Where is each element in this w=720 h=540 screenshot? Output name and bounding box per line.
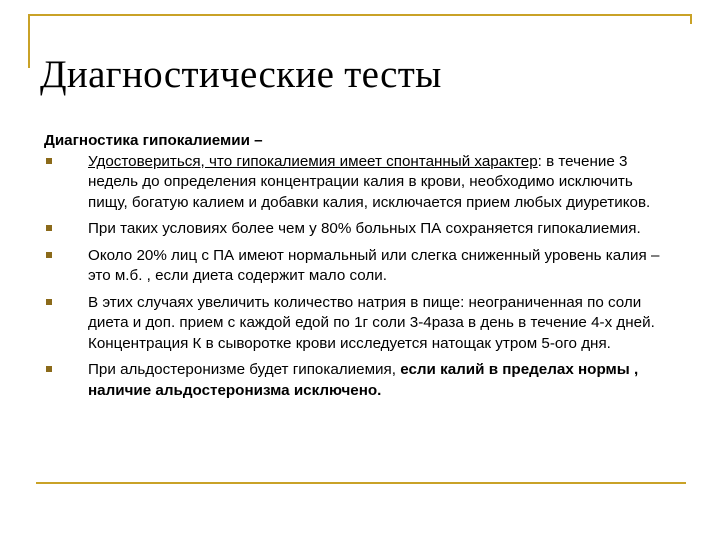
square-bullet-icon bbox=[46, 366, 52, 372]
frame-right-tick bbox=[690, 14, 692, 24]
square-bullet-icon bbox=[46, 299, 52, 305]
underlined-text: Удостовериться, что гипокалиемия имеет спонтанный характер bbox=[88, 152, 538, 170]
slide-title: Диагностические тесты bbox=[40, 53, 442, 97]
item-text: При таких условиях более чем у 80% больных ПА сохраняется гипокалиемия. bbox=[88, 220, 641, 237]
section-heading: Диагностика гипокалиемии – bbox=[44, 132, 263, 149]
slide-body bbox=[44, 131, 674, 401]
list-item bbox=[44, 152, 674, 214]
item-text: Около 20% лиц с ПА имеют нормальный или слегка сниженный уровень калия – это м.б. , если диета содержит мало соли. bbox=[88, 246, 660, 284]
list-item bbox=[44, 246, 674, 287]
bullet-list bbox=[44, 152, 674, 402]
frame-top-line bbox=[28, 14, 692, 16]
square-bullet-icon bbox=[46, 225, 52, 231]
frame-bottom-line bbox=[36, 482, 686, 484]
list-item bbox=[44, 219, 674, 240]
item-text: В этих случаях увеличить количество натрия в пище: неограниченная по соли диета и доп. прием с каждой едой по 1г соли 3-4раза в день в течение 4-х дней. Концентрация К в сыворотке крови исследуется натощак утром 5-ого дня. bbox=[88, 293, 655, 352]
frame-left-line bbox=[28, 14, 30, 68]
item-text: : в течение 3 недель до определения концентрации калия в крови, необходимо исключить пищу, богатую калием и добавки калия, исключается прием любых диуретиков. bbox=[88, 152, 651, 211]
list-item bbox=[44, 360, 674, 401]
list-item bbox=[44, 293, 674, 355]
square-bullet-icon bbox=[46, 252, 52, 258]
bold-conclusion-text: если калий в пределах нормы , наличие альдостеронизма исключено. bbox=[88, 361, 639, 399]
square-bullet-icon bbox=[46, 158, 52, 164]
item-text: При альдостеронизме будет гипокалиемия, bbox=[88, 361, 401, 378]
